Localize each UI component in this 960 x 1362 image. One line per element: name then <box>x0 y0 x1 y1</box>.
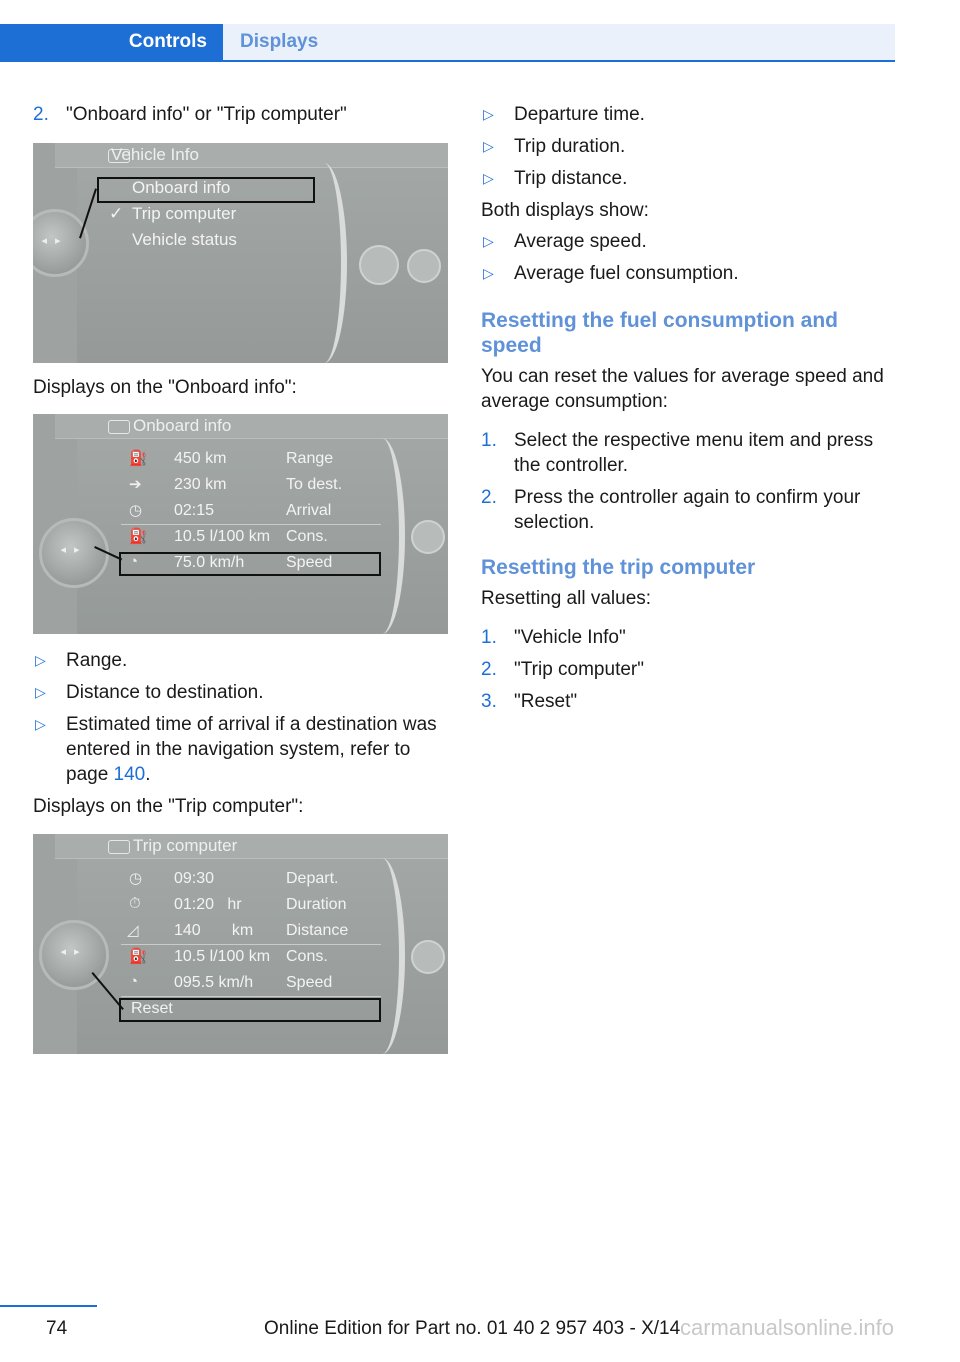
range-label: Range <box>286 450 334 467</box>
tab-displays[interactable]: Displays <box>223 24 895 60</box>
displays-trip-caption: Displays on the "Trip computer": <box>33 796 304 817</box>
watermark: carmanualsonline.info <box>680 1315 895 1340</box>
menu-item-onboard-info: Onboard info <box>132 178 231 197</box>
reset-item: Reset <box>131 1000 173 1017</box>
tab-controls[interactable]: Controls <box>0 24 223 60</box>
page-link[interactable]: 140 <box>113 764 146 785</box>
list-item: ▷ Estimated time of arrival if a destination was entered in the navigation system, refer to page 140. <box>35 714 437 785</box>
highlight-box <box>97 177 315 203</box>
step-item: 1. "Vehicle Info" <box>481 627 626 648</box>
consumption-label: Cons. <box>286 948 328 965</box>
step-number: 2. <box>33 104 49 125</box>
menu-item-trip-computer: Trip computer <box>132 204 237 223</box>
onboard-list <box>33 648 453 787</box>
step-number: 2. <box>481 659 497 680</box>
controller-knob-icon: ◂▸ <box>33 209 89 277</box>
list-item: ▷ Range. <box>35 650 128 671</box>
consumption-label: Cons. <box>286 528 328 545</box>
bullet-icon: ▷ <box>483 106 494 122</box>
onboard-info-screen <box>33 414 448 634</box>
departure-value: 09:30 <box>174 870 215 887</box>
page-number: 74 <box>46 1318 68 1339</box>
edition-text: Online Edition for Part no. 01 40 2 957 403 - X/14 <box>264 1318 681 1339</box>
option-button-icon <box>411 520 445 554</box>
screen-titlebar <box>55 414 448 439</box>
bullet-icon: ▷ <box>483 138 494 154</box>
vehicle-info-screen <box>33 143 448 363</box>
departure-label: Depart. <box>286 870 339 887</box>
stopwatch-icon: ⏱ <box>129 895 141 912</box>
list-item: ▷ Trip duration. <box>483 136 626 157</box>
screen-titlebar <box>55 143 448 168</box>
car-icon <box>108 420 130 434</box>
header-rule <box>0 60 895 62</box>
right-column <box>481 102 896 721</box>
chapter-header <box>0 24 895 62</box>
speedometer-icon: ◔ <box>129 553 139 570</box>
bullet-icon: ▷ <box>483 265 494 281</box>
arrival-label: Arrival <box>286 502 332 519</box>
bullet-icon: ▷ <box>35 716 46 732</box>
distance-label: To dest. <box>286 476 343 493</box>
option-button-icon <box>411 940 445 974</box>
menu-button-icon <box>359 245 399 285</box>
both-displays-caption: Both displays show: <box>481 200 649 221</box>
list-item: ▷ Distance to destination. <box>35 682 264 703</box>
distance-value: 230 km <box>174 476 227 493</box>
screen-title: Vehicle Info <box>111 145 199 164</box>
heading-reset-trip: Resetting the trip computer <box>481 556 756 579</box>
destination-icon: ➔ <box>129 476 142 493</box>
fuel-consumption-icon: ⛽ <box>129 528 148 545</box>
option-button-icon <box>407 249 441 283</box>
arrival-value: 02:15 <box>174 502 215 519</box>
distance-value: 140 km <box>174 922 254 939</box>
duration-label: Duration <box>286 896 347 913</box>
step-text: "Onboard info" or "Trip computer" <box>66 104 347 125</box>
distance-icon: ◿ <box>127 922 139 939</box>
speed-value: 095.5 km/h <box>174 974 254 991</box>
trip-computer-screen <box>33 834 448 1054</box>
reset-intro: You can reset the values for average speed and average consumption: <box>481 366 884 412</box>
controller-knob-icon: ◂▸ <box>39 920 109 990</box>
reset-all-caption: Resetting all values: <box>481 588 652 609</box>
list-item: ▷ Departure time. <box>483 104 645 125</box>
left-column <box>33 102 453 1054</box>
bullet-icon: ▷ <box>35 652 46 668</box>
speedometer-icon: ◔ <box>129 973 139 990</box>
speed-label: Speed <box>286 974 333 991</box>
range-value: 450 km <box>174 450 227 467</box>
displays-onboard-caption: Displays on the "Onboard info": <box>33 377 297 398</box>
speed-value: 75.0 km/h <box>174 554 245 571</box>
consumption-value: 10.5 l/100 km <box>174 528 271 545</box>
departure-clock-icon: ◷ <box>129 870 143 887</box>
highlight-box <box>119 998 381 1022</box>
car-icon <box>108 840 130 854</box>
duration-value: 01:20 hr <box>174 896 242 913</box>
step-item: 2. Press the controller again to confirm your selection. <box>481 487 861 533</box>
step-item: 2. "Trip computer" <box>481 659 644 680</box>
arrival-clock-icon: ◷ <box>129 502 143 519</box>
heading-reset-fuel: Resetting the fuel consumption and speed <box>481 309 839 357</box>
step-item <box>33 102 453 127</box>
highlight-box <box>119 552 381 576</box>
list-item: ▷ Trip distance. <box>483 168 628 189</box>
speed-label: Speed <box>286 554 333 571</box>
step-number: 2. <box>481 487 497 508</box>
list-item: ▷ Average fuel consumption. <box>483 263 739 284</box>
menu-item-vehicle-status: Vehicle status <box>132 230 237 249</box>
screen-title: Trip computer <box>133 836 238 855</box>
step-number: 3. <box>481 691 497 712</box>
consumption-value: 10.5 l/100 km <box>174 948 271 965</box>
bullet-icon: ▷ <box>35 684 46 700</box>
bullet-icon: ▷ <box>483 170 494 186</box>
controller-knob-icon: ◂▸ <box>39 518 109 588</box>
step-number: 1. <box>481 430 497 451</box>
step-item: 1. Select the respective menu item and press the controller. <box>481 430 874 476</box>
fuel-consumption-icon: ⛽ <box>129 948 148 965</box>
footer-rule <box>0 1305 97 1307</box>
list-item: ▷ Average speed. <box>483 231 647 252</box>
fuel-range-icon: ⛽ <box>129 450 148 467</box>
step-item: 3. "Reset" <box>481 691 578 712</box>
screen-title: Onboard info <box>133 416 232 435</box>
bullet-icon: ▷ <box>483 233 494 249</box>
distance-label: Distance <box>286 922 349 939</box>
check-icon: ✓ <box>109 204 124 223</box>
screen-titlebar <box>55 834 448 859</box>
step-number: 1. <box>481 627 497 648</box>
